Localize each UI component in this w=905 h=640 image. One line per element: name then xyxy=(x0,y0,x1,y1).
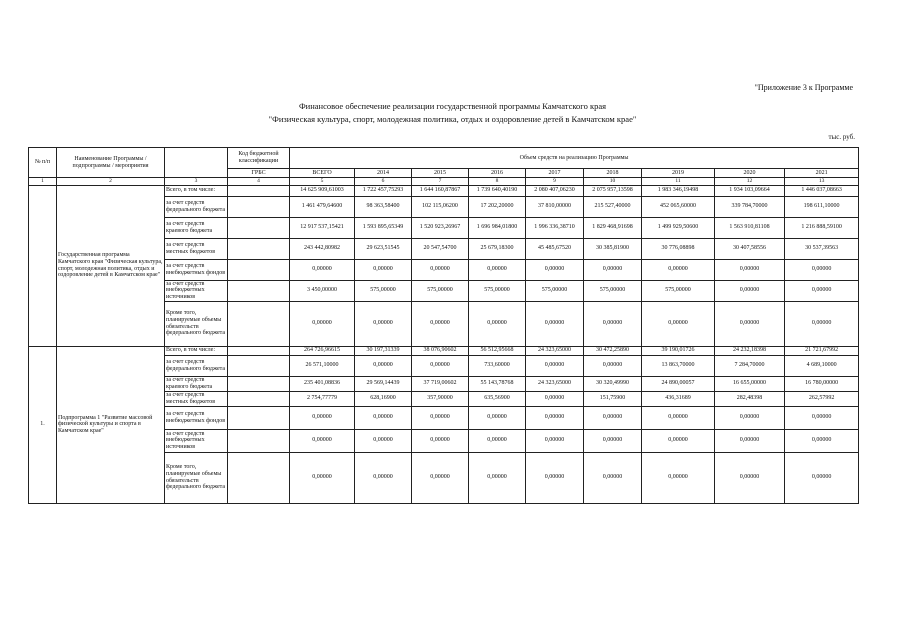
amount-cell: 0,00000 xyxy=(785,429,859,452)
amount-cell: 0,00000 xyxy=(355,355,412,376)
amount-cell: 575,00000 xyxy=(642,280,715,301)
header-code: Код бюджетной классификации xyxy=(228,148,290,169)
amount-cell: 339 784,70000 xyxy=(715,196,785,217)
amount-cell: 215 527,40000 xyxy=(584,196,642,217)
header-col: ВСЕГО xyxy=(290,169,355,178)
column-index: 13 xyxy=(785,178,859,186)
amount-cell: 0,00000 xyxy=(526,452,584,503)
funding-source-label: за счет средств краевого бюджета xyxy=(165,217,228,238)
funding-source-label: Всего, в том числе: xyxy=(165,185,228,196)
grbs-cell xyxy=(228,280,290,301)
amount-cell: 0,00000 xyxy=(412,355,469,376)
appendix-label: "Приложение 3 к Программе xyxy=(754,83,853,92)
header-col: 2021 xyxy=(785,169,859,178)
amount-cell: 575,00000 xyxy=(469,280,526,301)
column-index: 2 xyxy=(57,178,165,186)
funding-source-label: за счет средств федерального бюджета xyxy=(165,196,228,217)
amount-cell: 29 569,14439 xyxy=(355,376,412,391)
header-col: 2019 xyxy=(642,169,715,178)
amount-cell: 0,00000 xyxy=(412,259,469,280)
amount-cell: 0,00000 xyxy=(785,406,859,429)
amount-cell: 575,00000 xyxy=(355,280,412,301)
header-col: 2015 xyxy=(412,169,469,178)
amount-cell: 20 547,54700 xyxy=(412,238,469,259)
amount-cell: 1 520 923,26967 xyxy=(412,217,469,238)
amount-cell: 0,00000 xyxy=(412,406,469,429)
header-empty xyxy=(165,148,228,178)
column-index: 5 xyxy=(290,178,355,186)
grbs-cell xyxy=(228,346,290,355)
header-col: 2014 xyxy=(355,169,412,178)
amount-cell: 1 983 346,19498 xyxy=(642,185,715,196)
amount-cell: 0,00000 xyxy=(715,452,785,503)
amount-cell: 0,00000 xyxy=(526,355,584,376)
header-num: № п/п xyxy=(29,148,57,178)
amount-cell: 0,00000 xyxy=(642,406,715,429)
table-body xyxy=(29,185,859,503)
amount-cell: 575,00000 xyxy=(412,280,469,301)
amount-cell: 0,00000 xyxy=(715,406,785,429)
amount-cell: 452 065,60000 xyxy=(642,196,715,217)
amount-cell: 17 202,20000 xyxy=(469,196,526,217)
funding-source-label: за счет средств внебюджетных фондов xyxy=(165,259,228,280)
amount-cell: 1 593 895,65349 xyxy=(355,217,412,238)
amount-cell: 55 143,78768 xyxy=(469,376,526,391)
column-index: 6 xyxy=(355,178,412,186)
amount-cell: 26 571,10000 xyxy=(290,355,355,376)
table-row xyxy=(29,346,859,355)
amount-cell: 0,00000 xyxy=(715,280,785,301)
grbs-cell xyxy=(228,259,290,280)
amount-cell: 0,00000 xyxy=(584,429,642,452)
grbs-cell xyxy=(228,452,290,503)
amount-cell: 0,00000 xyxy=(355,429,412,452)
amount-cell: 0,00000 xyxy=(584,355,642,376)
amount-cell: 45 485,67520 xyxy=(526,238,584,259)
column-index: 1 xyxy=(29,178,57,186)
grbs-cell xyxy=(228,238,290,259)
document-title-line-1: Финансовое обеспечение реализации государственной программы Камчатского края xyxy=(298,101,607,111)
amount-cell: 56 512,95668 xyxy=(469,346,526,355)
document-title-line-2: "Физическая культура, спорт, молодежная политика, отдых и оздоровление детей в Камчатском крае" xyxy=(268,114,637,124)
amount-cell: 357,90000 xyxy=(412,391,469,406)
amount-cell: 0,00000 xyxy=(290,259,355,280)
funding-source-label: за счет средств внебюджетных источников xyxy=(165,280,228,301)
amount-cell: 30 776,08898 xyxy=(642,238,715,259)
column-index: 4 xyxy=(228,178,290,186)
amount-cell: 0,00000 xyxy=(412,429,469,452)
amount-cell: 4 689,10000 xyxy=(785,355,859,376)
amount-cell: 1 996 336,38710 xyxy=(526,217,584,238)
amount-cell: 14 625 909,61003 xyxy=(290,185,355,196)
amount-cell: 38 076,90602 xyxy=(412,346,469,355)
program-name: Подпрограмма 1 "Развитие массовой физической культуры и спорта в Камчатском крае" xyxy=(57,346,165,503)
amount-cell: 151,75900 xyxy=(584,391,642,406)
amount-cell: 0,00000 xyxy=(469,406,526,429)
amount-cell: 0,00000 xyxy=(715,429,785,452)
amount-cell: 1 829 468,91698 xyxy=(584,217,642,238)
amount-cell: 0,00000 xyxy=(526,391,584,406)
amount-cell: 98 363,58400 xyxy=(355,196,412,217)
amount-cell: 2 075 957,13598 xyxy=(584,185,642,196)
amount-cell: 0,00000 xyxy=(526,259,584,280)
amount-cell: 635,56900 xyxy=(469,391,526,406)
amount-cell: 0,00000 xyxy=(785,259,859,280)
amount-cell: 1 461 479,64600 xyxy=(290,196,355,217)
grbs-cell xyxy=(228,429,290,452)
amount-cell: 1 934 103,09664 xyxy=(715,185,785,196)
amount-cell: 0,00000 xyxy=(642,429,715,452)
amount-cell: 3 450,00000 xyxy=(290,280,355,301)
amount-cell: 1 499 929,50600 xyxy=(642,217,715,238)
funding-source-label: Кроме того, планируемые объемы обязательств федерального бюджета xyxy=(165,452,228,503)
amount-cell: 30 385,81900 xyxy=(584,238,642,259)
grbs-cell xyxy=(228,196,290,217)
amount-cell: 0,00000 xyxy=(469,452,526,503)
funding-source-label: за счет средств федерального бюджета xyxy=(165,355,228,376)
amount-cell: 0,00000 xyxy=(584,406,642,429)
column-index: 9 xyxy=(526,178,584,186)
table-header-row xyxy=(29,148,859,169)
amount-cell: 0,00000 xyxy=(469,301,526,346)
amount-cell: 0,00000 xyxy=(785,301,859,346)
amount-cell: 0,00000 xyxy=(642,301,715,346)
amount-cell: 1 696 984,01800 xyxy=(469,217,526,238)
column-index: 7 xyxy=(412,178,469,186)
amount-cell: 0,00000 xyxy=(785,280,859,301)
amount-cell: 30 320,49990 xyxy=(584,376,642,391)
amount-cell: 1 563 910,81108 xyxy=(715,217,785,238)
funding-source-label: за счет средств краевого бюджета xyxy=(165,376,228,391)
funding-source-label: за счет средств внебюджетных фондов xyxy=(165,406,228,429)
amount-cell: 16 780,00000 xyxy=(785,376,859,391)
column-index: 8 xyxy=(469,178,526,186)
amount-cell: 0,00000 xyxy=(642,259,715,280)
header-name: Наименование Программы / подпрограммы / мероприятия xyxy=(57,148,165,178)
amount-cell: 0,00000 xyxy=(290,301,355,346)
header-col: 2017 xyxy=(526,169,584,178)
amount-cell: 0,00000 xyxy=(584,452,642,503)
grbs-cell xyxy=(228,185,290,196)
funding-source-label: Кроме того, планируемые объемы обязательств федерального бюджета xyxy=(165,301,228,346)
amount-cell: 575,00000 xyxy=(584,280,642,301)
row-number xyxy=(29,185,57,346)
header-col: 2016 xyxy=(469,169,526,178)
grbs-cell xyxy=(228,301,290,346)
amount-cell: 0,00000 xyxy=(526,429,584,452)
amount-cell: 0,00000 xyxy=(290,452,355,503)
grbs-cell xyxy=(228,355,290,376)
amount-cell: 30 472,25890 xyxy=(584,346,642,355)
column-index: 10 xyxy=(584,178,642,186)
amount-cell: 2 080 407,06230 xyxy=(526,185,584,196)
amount-cell: 39 190,01726 xyxy=(642,346,715,355)
amount-cell: 436,31689 xyxy=(642,391,715,406)
amount-cell: 575,00000 xyxy=(526,280,584,301)
amount-cell: 0,00000 xyxy=(584,259,642,280)
amount-cell: 24 323,65000 xyxy=(526,376,584,391)
header-col: 2020 xyxy=(715,169,785,178)
amount-cell: 0,00000 xyxy=(290,429,355,452)
funding-source-label: за счет средств местных бюджетов xyxy=(165,238,228,259)
amount-cell: 0,00000 xyxy=(526,406,584,429)
column-index: 11 xyxy=(642,178,715,186)
amount-cell: 37 719,00602 xyxy=(412,376,469,391)
column-index-row xyxy=(29,178,859,186)
amount-cell: 0,00000 xyxy=(526,301,584,346)
funding-source-label: за счет средств местных бюджетов xyxy=(165,391,228,406)
grbs-cell xyxy=(228,376,290,391)
amount-cell: 198 611,10000 xyxy=(785,196,859,217)
amount-cell: 12 917 537,15421 xyxy=(290,217,355,238)
amount-cell: 0,00000 xyxy=(642,452,715,503)
amount-cell: 16 655,00000 xyxy=(715,376,785,391)
row-number: 1. xyxy=(29,346,57,503)
amount-cell: 24 232,18398 xyxy=(715,346,785,355)
amount-cell: 30 537,39563 xyxy=(785,238,859,259)
amount-cell: 0,00000 xyxy=(355,301,412,346)
amount-cell: 0,00000 xyxy=(469,429,526,452)
amount-cell: 264 726,96615 xyxy=(290,346,355,355)
amount-cell: 733,60000 xyxy=(469,355,526,376)
grbs-cell xyxy=(228,406,290,429)
header-volume: Объем средств на реализацию Программы xyxy=(290,148,859,169)
program-name: Государственная программа Камчатского края "Физическая культура, спорт, молодежная политика, отдых и оздоровление детей в Камчатском крае" xyxy=(57,185,165,346)
amount-cell: 282,48398 xyxy=(715,391,785,406)
amount-cell: 0,00000 xyxy=(715,259,785,280)
header-grbs: ГРБС xyxy=(228,169,290,178)
funding-source-label: Всего, в том числе: xyxy=(165,346,228,355)
amount-cell: 0,00000 xyxy=(412,452,469,503)
amount-cell: 262,57992 xyxy=(785,391,859,406)
amount-cell: 13 863,70000 xyxy=(642,355,715,376)
amount-cell: 102 115,06200 xyxy=(412,196,469,217)
amount-cell: 0,00000 xyxy=(355,452,412,503)
amount-cell: 21 721,67992 xyxy=(785,346,859,355)
financing-table xyxy=(28,147,859,504)
grbs-cell xyxy=(228,391,290,406)
amount-cell: 7 284,70000 xyxy=(715,355,785,376)
amount-cell: 30 407,58556 xyxy=(715,238,785,259)
amount-cell: 30 197,31339 xyxy=(355,346,412,355)
amount-cell: 243 442,80982 xyxy=(290,238,355,259)
amount-cell: 0,00000 xyxy=(290,406,355,429)
amount-cell: 0,00000 xyxy=(785,452,859,503)
amount-cell: 29 623,51545 xyxy=(355,238,412,259)
amount-cell: 1 216 888,59100 xyxy=(785,217,859,238)
amount-cell: 0,00000 xyxy=(469,259,526,280)
column-index: 3 xyxy=(165,178,228,186)
amount-cell: 0,00000 xyxy=(355,406,412,429)
amount-cell: 235 401,08836 xyxy=(290,376,355,391)
amount-cell: 0,00000 xyxy=(584,301,642,346)
amount-cell: 1 446 037,08663 xyxy=(785,185,859,196)
amount-cell: 1 644 160,87867 xyxy=(412,185,469,196)
units-label: тыс. руб. xyxy=(828,133,855,141)
amount-cell: 628,16900 xyxy=(355,391,412,406)
amount-cell: 1 739 640,40190 xyxy=(469,185,526,196)
amount-cell: 25 679,18300 xyxy=(469,238,526,259)
amount-cell: 0,00000 xyxy=(355,259,412,280)
amount-cell: 0,00000 xyxy=(715,301,785,346)
amount-cell: 1 722 457,75293 xyxy=(355,185,412,196)
column-index: 12 xyxy=(715,178,785,186)
amount-cell: 37 810,00000 xyxy=(526,196,584,217)
funding-source-label: за счет средств внебюджетных источников xyxy=(165,429,228,452)
amount-cell: 24 890,00057 xyxy=(642,376,715,391)
amount-cell: 0,00000 xyxy=(412,301,469,346)
amount-cell: 2 754,77779 xyxy=(290,391,355,406)
table-row xyxy=(29,185,859,196)
grbs-cell xyxy=(228,217,290,238)
header-col: 2018 xyxy=(584,169,642,178)
amount-cell: 24 323,65000 xyxy=(526,346,584,355)
